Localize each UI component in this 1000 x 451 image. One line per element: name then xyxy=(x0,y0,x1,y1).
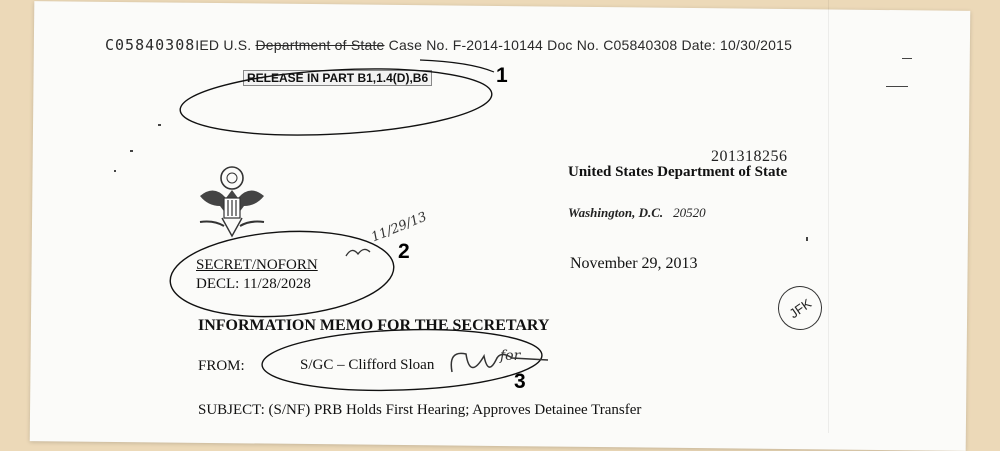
header-doc-id: C05840308 xyxy=(105,36,196,54)
memo-date: November 29, 2013 xyxy=(570,255,698,272)
annotation-number-3: 3 xyxy=(514,370,526,393)
annotation-leader-1 xyxy=(420,60,494,72)
header-case-number: Case No. F-2014-10144 xyxy=(388,37,544,53)
header-fragment: IED xyxy=(195,37,220,53)
header-department: Department of State xyxy=(255,37,385,53)
jfk-stamp: JFK xyxy=(769,277,830,338)
document-number: 201318256 xyxy=(711,148,788,165)
signature-for-note: for xyxy=(500,348,521,364)
memo-title: INFORMATION MEMO FOR THE SECRETARY xyxy=(198,317,550,334)
handwritten-initial-date: 11/29/13 xyxy=(369,209,430,246)
annotation-number-2: 2 xyxy=(398,240,410,263)
header-doc-number: Doc No. C05840308 xyxy=(547,37,678,53)
from-value: S/GC – Clifford Sloan xyxy=(300,357,435,373)
annotation-ellipse-2 xyxy=(167,224,396,323)
annotation-ellipse-1 xyxy=(179,62,494,142)
memo-subject: SUBJECT: (S/NF) PRB Holds First Hearing; Approves Detainee Transfer xyxy=(198,402,642,418)
letterhead-city-name: Washington, D.C. xyxy=(568,205,664,220)
initials-scribble xyxy=(346,249,370,256)
header-date: Date: 10/30/2015 xyxy=(681,37,793,53)
letterhead-city xyxy=(568,205,706,221)
declassify-date: DECL: 11/28/2028 xyxy=(196,276,311,292)
header-agency: U.S. xyxy=(223,37,252,53)
annotation-number-1: 1 xyxy=(496,64,508,87)
letterhead-zip: 20520 xyxy=(673,205,706,220)
state-department-seal-icon xyxy=(200,167,264,236)
from-label: FROM: xyxy=(198,358,245,374)
classification-marking: SECRET/NOFORN xyxy=(196,257,318,273)
release-stamp: RELEASE IN PART B1,1.4(D),B6 xyxy=(243,70,432,86)
letterhead-department: United States Department of State xyxy=(568,164,788,180)
